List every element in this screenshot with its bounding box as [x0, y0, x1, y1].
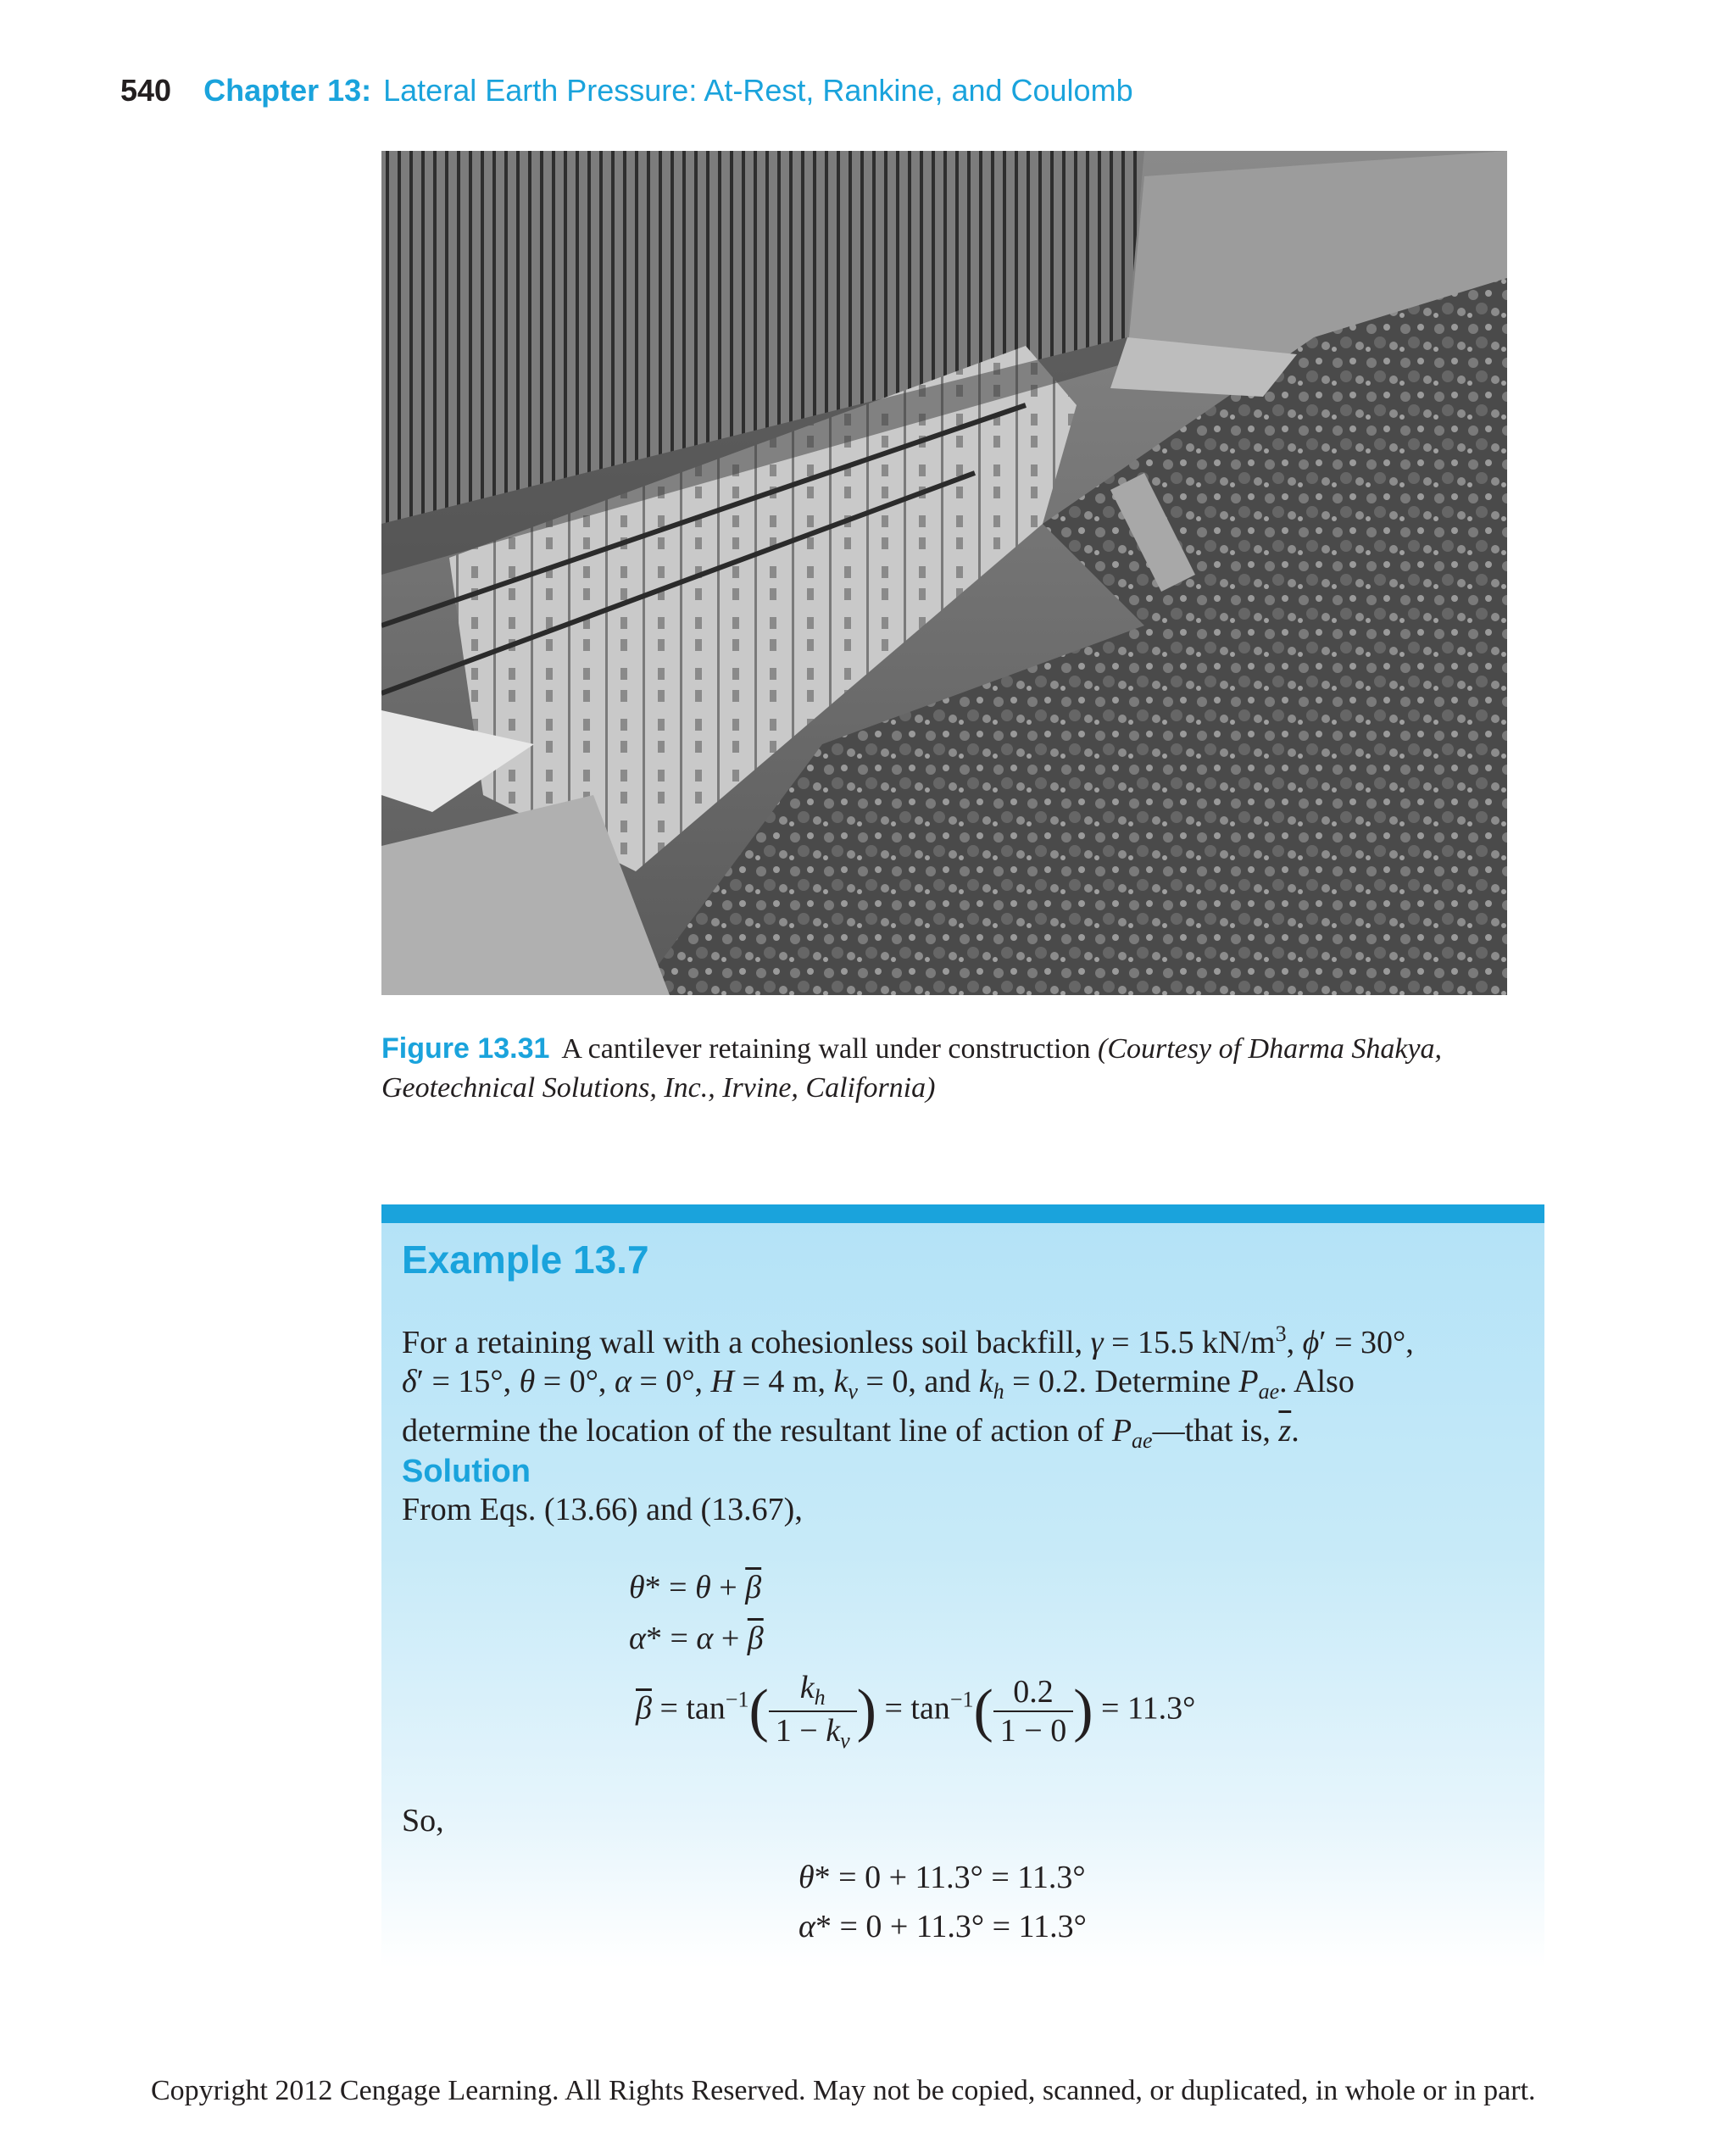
solution-intro: From Eqs. (13.66) and (13.67),	[402, 1492, 803, 1527]
so-text: So,	[402, 1803, 444, 1838]
figure-label: Figure 13.31	[381, 1032, 550, 1065]
equation-beta-bar: $\overline{\beta} = \tan^{-1}$( $\frac{k_h}{1 - k_v}$ ) = $\tan^{-1}$( $\frac{0.2}{1 - 0}$ ) = 11.3°	[636, 1670, 1196, 1753]
running-header	[120, 73, 1133, 108]
copyright-footer: Copyright 2012 Cengage Learning. All Rights Reserved. May not be copied, scanned, or duplicated, in whole or in part.	[151, 2075, 1536, 2106]
equation-theta-star: $\theta* = \theta + \overline{\beta}$	[629, 1570, 762, 1605]
retaining-wall-photo	[381, 151, 1507, 995]
figure-credit: (Courtesy of Dharma Shakya, Geotechnical Solutions, Inc., Irvine, California)	[381, 1033, 1443, 1104]
figure-caption	[381, 1029, 1517, 1108]
example-problem-statement: For a retaining wall with a cohesionless soil backfill, γ = 15.5 $kN/m^3$, ϕ′ = 30°, δ′ = 15°, θ = 0°, α = 0°, H = 4 m, $k_v = 0$, and $k_h = 0.2$. Determine $P_{ae}$. Also determine the location of the resultant line of action of $P_{ae}—that$ is, $\overline{z}$.	[402, 1321, 1414, 1453]
construction-photo-illustration	[381, 151, 1507, 995]
example-box	[381, 1204, 1544, 1967]
equation-theta-star-value: θ* = 0 + 11.3° = 11.3°	[798, 1860, 1086, 1895]
solution-title: Solution	[402, 1454, 531, 1489]
figure-caption-text: A cantilever retaining wall under construction	[561, 1033, 1091, 1065]
chapter-title: Lateral Earth Pressure: At-Rest, Rankine, and Coulomb	[383, 73, 1133, 108]
example-title: Example 13.7	[402, 1238, 649, 1282]
chapter-label: Chapter 13:	[203, 73, 372, 108]
page-number: 540	[120, 73, 172, 108]
equation-alpha-star-value: α* = 0 + 11.3° = 11.3°	[798, 1909, 1087, 1944]
equation-alpha-star: $\alpha* = \alpha + \overline{\beta}$	[629, 1621, 764, 1656]
example-top-bar	[381, 1204, 1544, 1223]
